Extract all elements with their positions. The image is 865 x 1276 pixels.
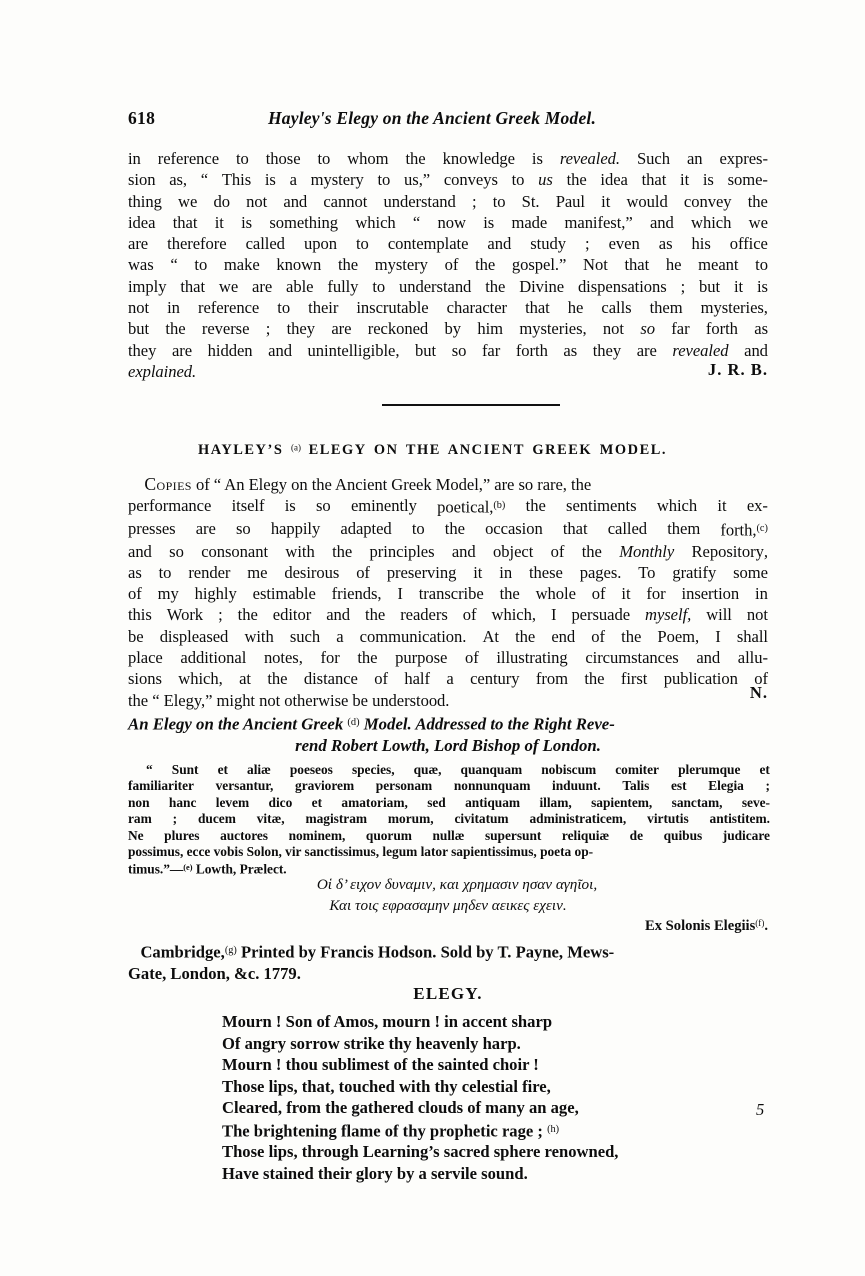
greek-attribution <box>128 918 790 935</box>
article-line-5: are therefore called upon to contemplate and study ; even as his office <box>128 234 768 254</box>
italic-text: revealed. <box>559 149 621 168</box>
latin-line-6: possimus, ecce vobis Solon, vir sanctissimus, legum lator sapientissimus, poeta op- <box>128 844 594 860</box>
article-signature: J. R. B. <box>707 360 768 379</box>
italic-text: explained. <box>128 361 197 381</box>
continued-article-paragraph <box>128 148 768 382</box>
greek-quotation <box>128 874 768 916</box>
intro-line-4: as to render me desirous of preserving it in these pages. To gratify some <box>128 562 768 582</box>
intro-opening-word: Copies <box>144 474 192 494</box>
footnote-marker-h: (h) <box>547 1123 560 1135</box>
italic-text: us <box>538 170 553 190</box>
section-heading-before: HAYLEY’S <box>197 442 292 458</box>
imprint-line-1 <box>128 940 768 963</box>
footnote-marker-b: (b) <box>493 500 506 512</box>
latin-attribution-line: timus.”—$^{(e)}$ Lowth, Prælect. <box>128 861 287 877</box>
intro-line-6: this Work ; the editor and the readers of which, I persuade myself, will not <box>128 605 768 625</box>
article-line-6: was “ to make known the mystery of the gospel.” Not that he meant to <box>128 255 768 275</box>
greek-line-2: Και τοις εφρασαμην μηδεν αεικες εχειν. <box>329 897 567 914</box>
poem-line-8: Have stained their glory by a servile sound. <box>222 1163 528 1183</box>
intro-line-10: the “ Elegy,” might not otherwise be understood. <box>128 690 450 710</box>
poem-heading: ELEGY. <box>413 984 483 1003</box>
imprint-line-2: Gate, London, &c. 1779. <box>128 963 301 983</box>
footnote-marker-e: (e) <box>183 863 193 873</box>
section-intro-paragraph <box>128 474 768 711</box>
footnote-marker-a: (a) <box>291 442 301 453</box>
poem-line-6: The brightening flame of thy prophetic rage ; $^{(h)}$ <box>222 1120 560 1140</box>
greek-attribution-period: . <box>764 918 768 934</box>
elegy-title-line-2: rend Robert Lowth, Lord Bishop of London. <box>295 736 601 756</box>
imprint-text-after: Printed by Francis Hodson. Sold by T. Payne, Mews- <box>236 942 615 962</box>
elegy-title-text-after: Model. Addressed to the Right Reve- <box>359 714 615 734</box>
italic-text: myself, <box>645 605 692 625</box>
latin-line-3: non hanc levem dico et amatoriam, sed antiquam illam, sapientem, sanctam, seve- <box>128 794 770 810</box>
running-head <box>128 108 765 130</box>
poem-line-3: Mourn ! thou sublimest of the sainted choir ! <box>222 1055 539 1074</box>
intro-line-1: Copies of “ An Elegy on the Ancient Greek Model,” are so rare, the <box>144 474 592 494</box>
article-line-9: but the reverse ; they are reckoned by him mysteries, not so far forth as <box>128 319 768 339</box>
italic-text: , <box>763 541 768 561</box>
article-line-4: idea that it is something which “ now is made manifest,” and which we <box>128 212 768 232</box>
latin-line-1: “ Sunt et aliæ poeseos species, quæ, quanquam nobiscum comiter plerumque et <box>146 762 770 777</box>
verse-line-number: 5 <box>756 1100 765 1119</box>
article-line-8: not in reference to their inscrutable character that he calls them mysteries, <box>128 298 768 318</box>
poem-line-7: Those lips, through Learning’s sacred sphere renowned, <box>222 1142 619 1162</box>
article-line-3: thing we do not and cannot understand ; to St. Paul it would convey the <box>128 191 768 211</box>
footnote-marker-d: (d) <box>347 717 360 728</box>
poem-line-5: Cleared, from the gathered clouds of many an age, <box>222 1098 579 1117</box>
intro-line-1: performance itself is so eminently poetical,$^{(b)}$ the sentiments which it ex- <box>128 496 768 517</box>
elegy-title-block <box>128 712 768 757</box>
italic-text: Monthly <box>619 541 675 561</box>
greek-attribution-text: Ex Solonis Elegiis <box>645 918 756 934</box>
footnote-marker-f: (f) <box>755 918 765 929</box>
section-heading-after: ELEGY ON THE ANCIENT GREEK MODEL. <box>300 442 668 458</box>
intro-line-5: of my highly estimable friends, I transcribe the whole of it for insertion in <box>128 584 768 604</box>
latin-line-2: familiariter versantur, graviorem personam nonnunquam induunt. Talis est Elegia ; <box>128 778 770 794</box>
intro-line-9: sions which, at the distance of half a century from the first publication of <box>128 669 768 689</box>
intro-line-8: place additional notes, for the purpose of illustrating circumstances and allu- <box>128 648 768 667</box>
article-line-10: they are hidden and unintelligible, but so far forth as they are revealed and <box>128 340 768 360</box>
footnote-marker-g: (g) <box>224 945 237 956</box>
poem-line-2: Of angry sorrow strike thy heavenly harp. <box>222 1033 521 1053</box>
section-intro-signature: N. <box>749 683 768 702</box>
elegy-title-text-before: An Elegy on the Ancient Greek <box>128 714 348 734</box>
intro-line-3: and so consonant with the principles and object of the Monthly Repository, <box>128 541 768 561</box>
imprint-block <box>128 940 768 984</box>
latin-line-4: ram ; ducem vitæ, magistram morum, civitatum administraticem, virtutis antistitem. <box>128 811 770 827</box>
intro-line-7: be displeased with such a communication. At the end of the Poem, I shall <box>128 626 768 646</box>
poem-verse-block <box>222 1011 618 1184</box>
folio-number: 618 <box>128 108 156 128</box>
latin-quotation <box>128 762 770 878</box>
italic-text: so <box>640 319 655 339</box>
section-divider-rule <box>382 404 560 406</box>
section-heading <box>0 442 865 459</box>
imprint-text-before: Cambridge, <box>140 942 225 962</box>
article-line-1: in reference to those to whom the knowledge is revealed. Such an expres- <box>128 149 768 168</box>
italic-text: revealed <box>672 340 729 360</box>
intro-line-2: presses are so happily adapted to the occasion that called them forth,$^{(c)}$ <box>128 518 768 540</box>
elegy-title-line-1 <box>128 712 768 735</box>
greek-line-1: Οἱ δ’ ειχον δυναμιν, και χρημασιν ησαν αγηῖοι, <box>316 876 598 893</box>
footnote-marker-c: (c) <box>756 522 768 534</box>
latin-line-5: Ne plures auctores nominem, quorum nullæ supersunt reliquiæ de quibus judicare <box>128 827 770 843</box>
poem-line-4: Those lips, that, touched with thy celestial fire, <box>222 1076 551 1096</box>
running-title: Hayley's Elegy on the Ancient Greek Model. <box>268 108 597 128</box>
article-line-7: imply that we are able fully to understand the Divine dispensations ; but it is <box>128 276 768 296</box>
article-line-2: sion as, “ This is a mystery to us,” conveys to us the idea that it is some- <box>128 170 768 190</box>
poem-line-1: Mourn ! Son of Amos, mourn ! in accent sharp <box>222 1012 553 1031</box>
